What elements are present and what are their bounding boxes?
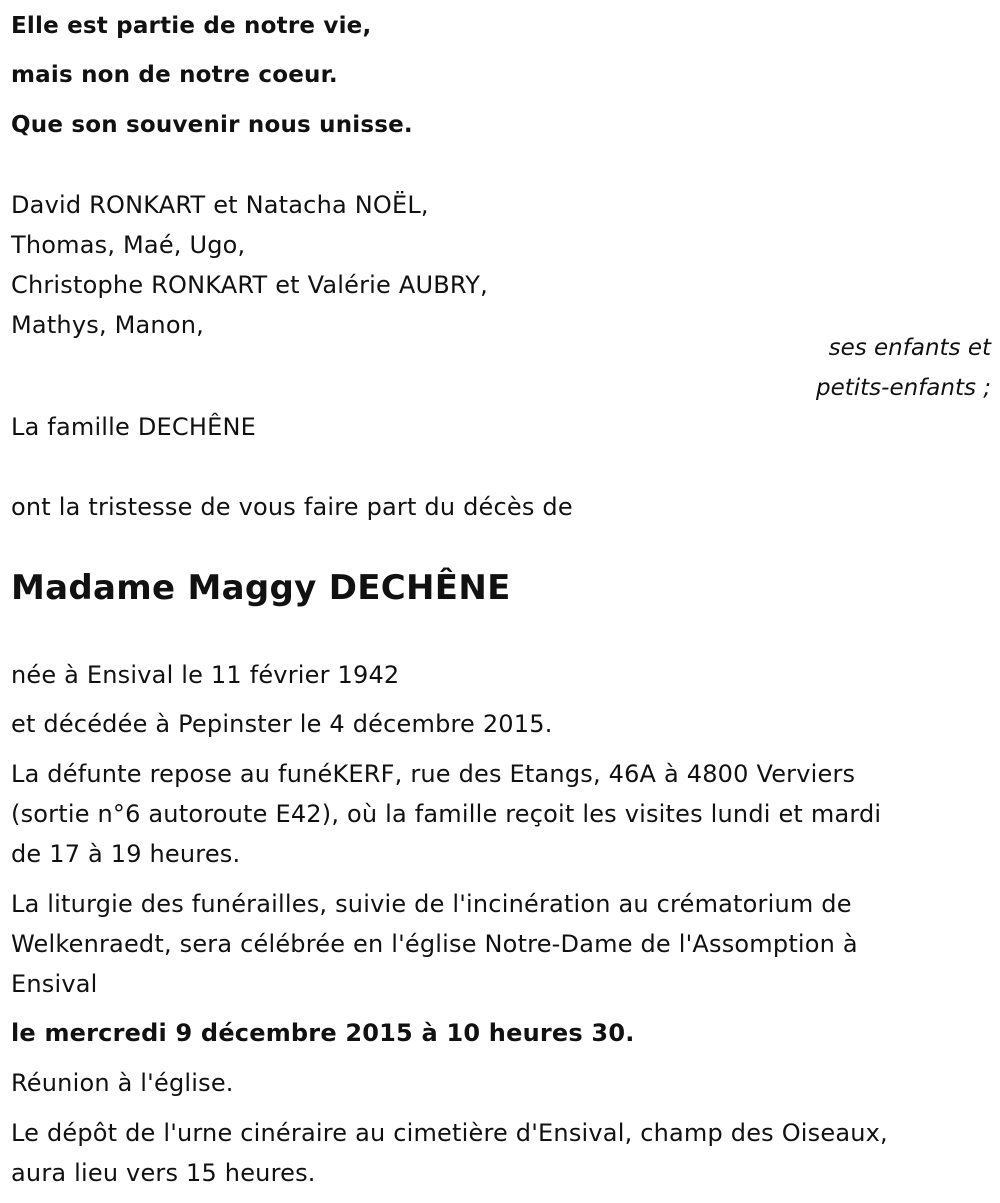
urn-line-2: aura lieu vers 15 heures.	[11, 1159, 316, 1187]
visitation-line-3: de 17 à 19 heures.	[11, 840, 241, 868]
family-name: La famille DECHÊNE	[11, 413, 256, 441]
ceremony-date: le mercredi 9 décembre 2015 à 10 heures 30.	[11, 1019, 635, 1047]
death-info: et décédée à Pepinster le 4 décembre 2015.	[11, 710, 553, 738]
liturgy-line-2: Welkenraedt, sera célébrée en l'église Notre-Dame de l'Assomption à	[11, 930, 858, 958]
family-role-line-1: ses enfants et	[828, 335, 991, 361]
family-line-4: Mathys, Manon,	[11, 311, 204, 339]
poem-line-1: Elle est partie de notre vie,	[11, 13, 372, 39]
visitation-line-1: La défunte repose au funéKERF, rue des Etangs, 46A à 4800 Verviers	[11, 760, 856, 788]
urn-line-1: Le dépôt de l'urne cinéraire au cimetière d'Ensival, champ des Oiseaux,	[11, 1119, 888, 1147]
birth-info: née à Ensival le 11 février 1942	[11, 661, 400, 689]
announcement: ont la tristesse de vous faire part du décès de	[11, 493, 573, 521]
family-line-1: David RONKART et Natacha NOËL,	[11, 191, 429, 219]
family-line-3: Christophe RONKART et Valérie AUBRY,	[11, 271, 488, 299]
poem-line-3: Que son souvenir nous unisse.	[11, 112, 413, 138]
liturgy-line-3: Ensival	[11, 970, 98, 998]
poem-line-2: mais non de notre coeur.	[11, 62, 338, 88]
visitation-line-2: (sortie n°6 autoroute E42), où la famille reçoit les visites lundi et mardi	[11, 800, 882, 828]
family-line-2: Thomas, Maé, Ugo,	[11, 231, 246, 259]
meeting-info: Réunion à l'église.	[11, 1069, 234, 1097]
liturgy-line-1: La liturgie des funérailles, suivie de l'incinération au crématorium de	[11, 890, 852, 918]
family-role-line-2: petits-enfants ;	[815, 375, 991, 401]
deceased-name: Madame Maggy DECHÊNE	[11, 568, 511, 608]
